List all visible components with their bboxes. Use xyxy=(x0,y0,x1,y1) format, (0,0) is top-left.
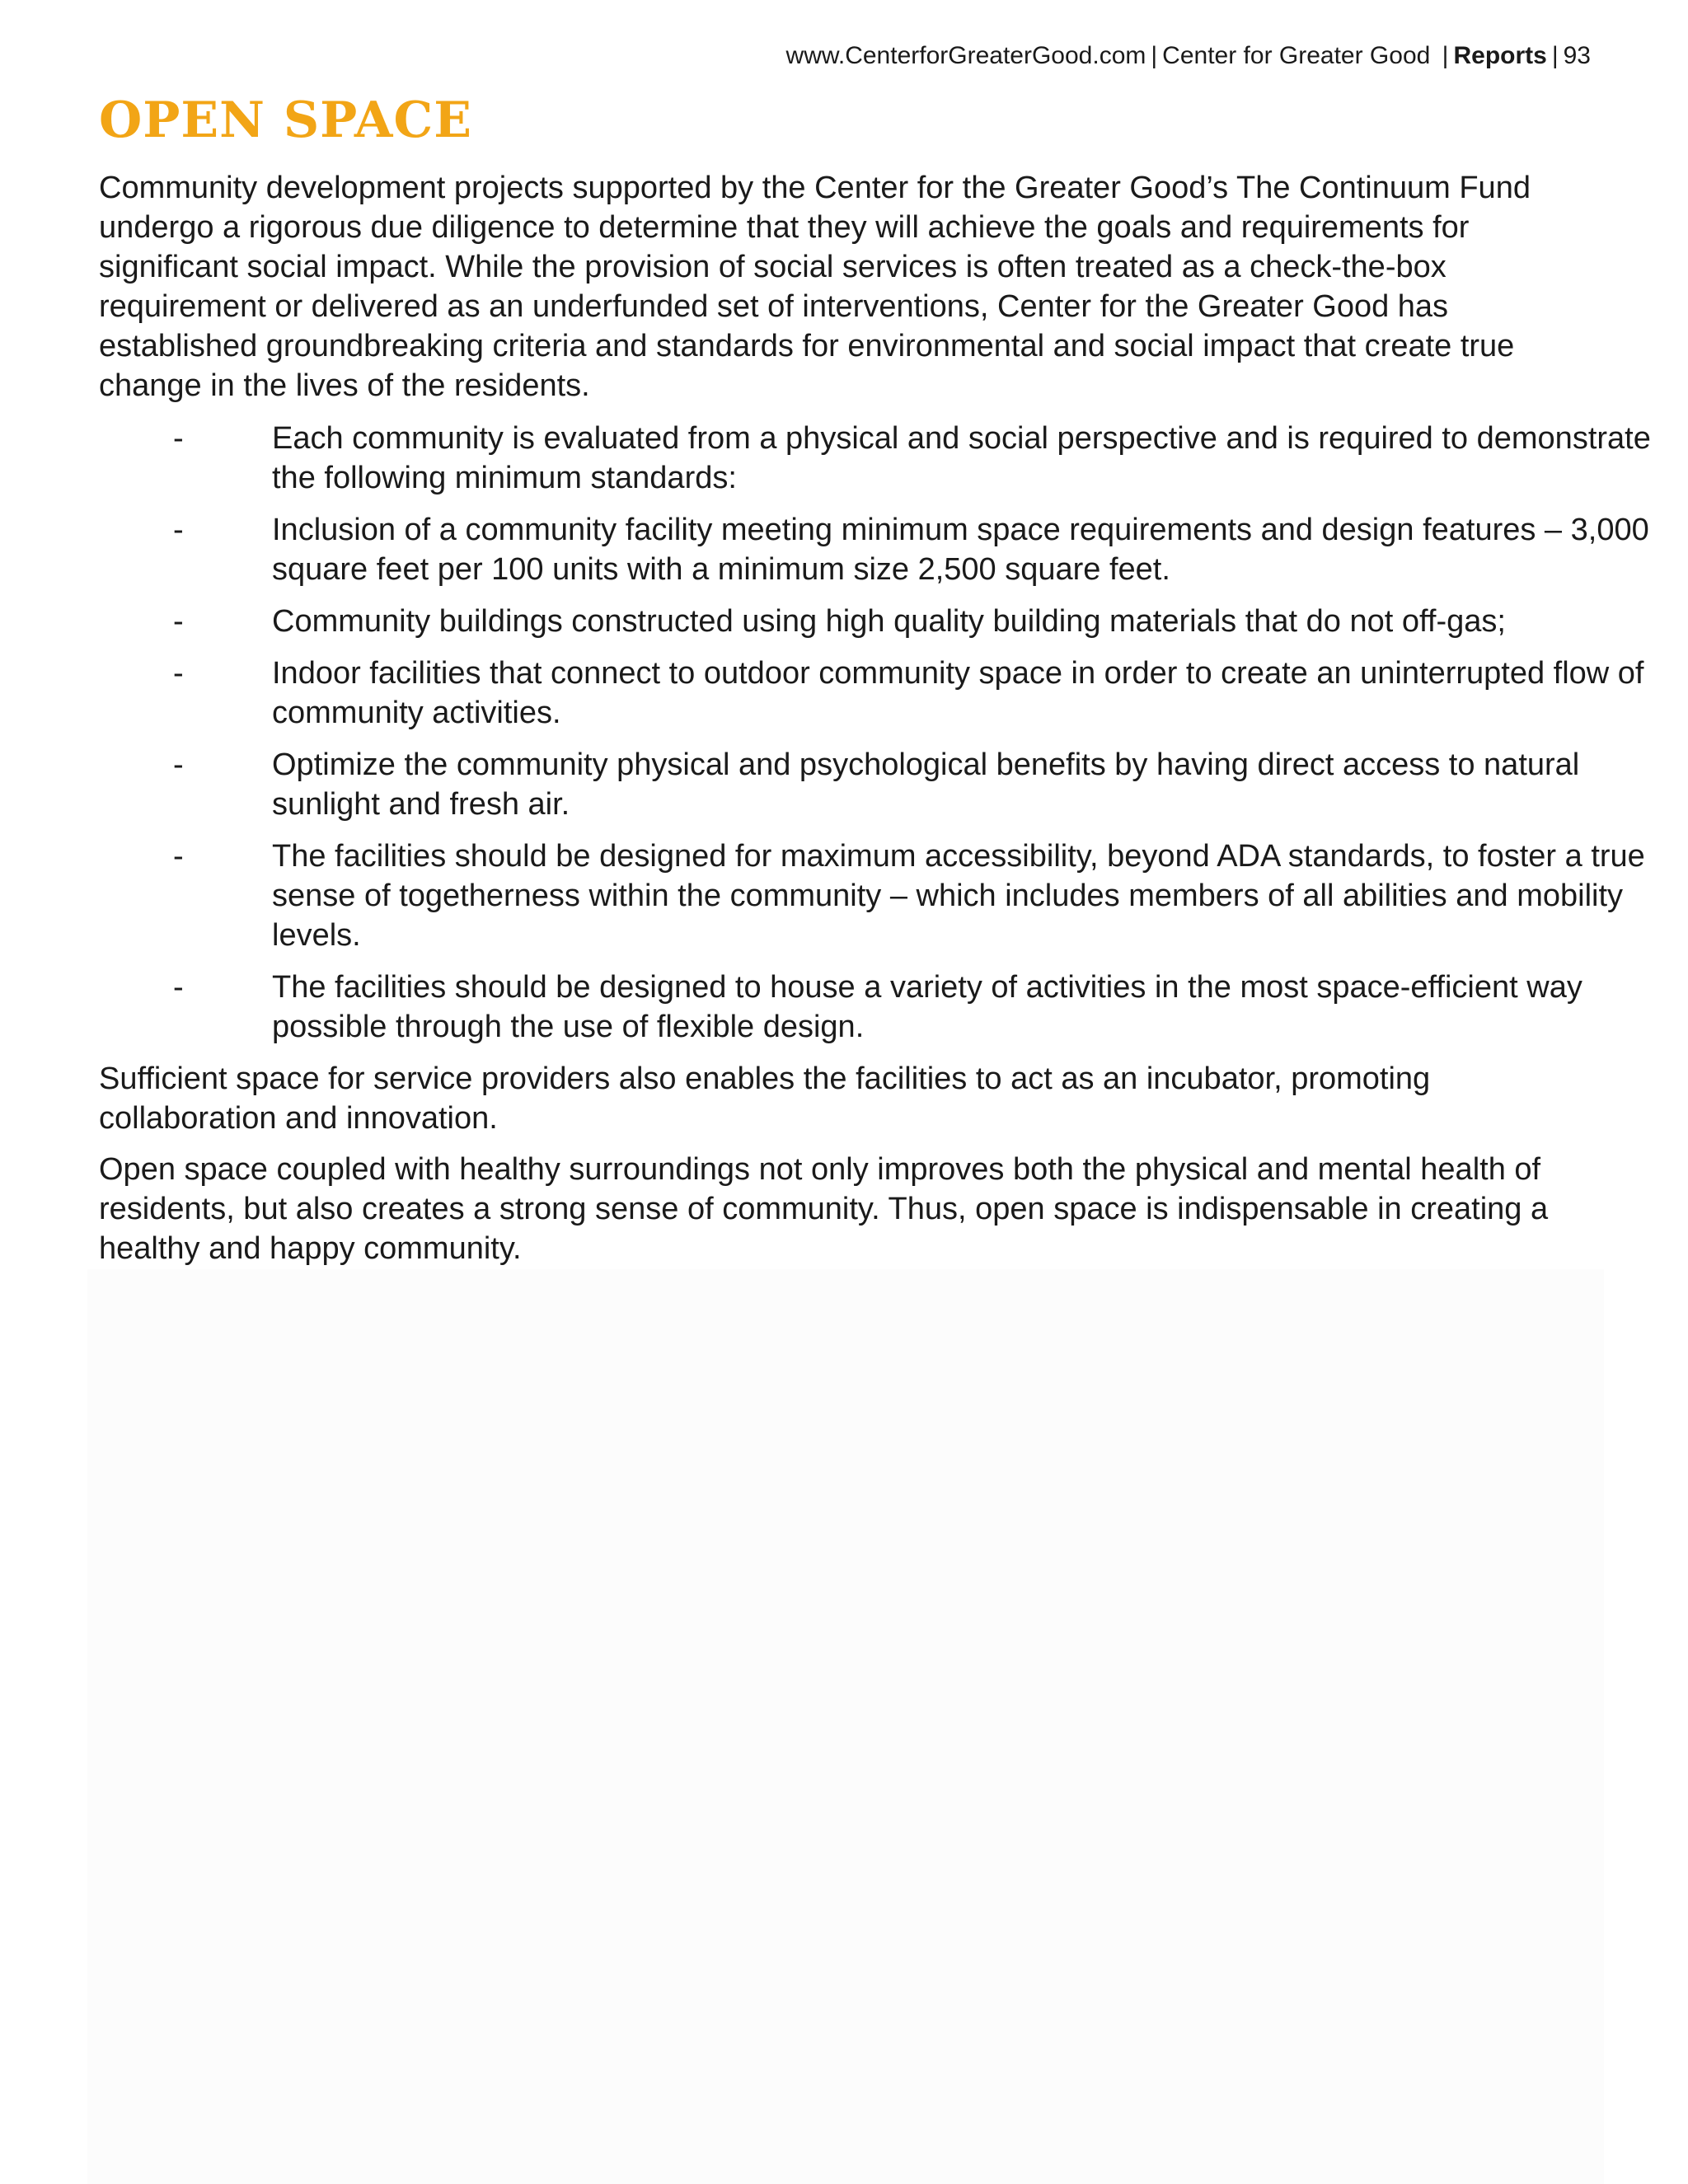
header-separator: | xyxy=(1551,42,1559,69)
closing-paragraph-incubator: Sufficient space for service providers also enables the facilities to act as an incubator, promoting collaboration and innovation. xyxy=(99,1062,1431,1136)
standards-list xyxy=(99,419,1651,1047)
page-background-panel xyxy=(87,1269,1604,2184)
header-separator: | xyxy=(1151,42,1158,69)
list-item xyxy=(99,837,1665,955)
header-site: www.CenterforGreaterGood.com xyxy=(785,42,1146,69)
list-item-text: Each community is evaluated from a physical and social perspective and is required to demonstrate the following minimum standards: xyxy=(272,421,1651,495)
bullet-dash: - xyxy=(173,656,184,691)
closing-paragraph-open-space: Open space coupled with healthy surroundings not only improves both the physical and mental health of residents, but also creates a strong sense of community. Thus, open space is indispensable in creating a healthy and happy community. xyxy=(99,1152,1549,1266)
list-item-text: Indoor facilities that connect to outdoor community space in order to create an uninterrupted flow of community activities. xyxy=(272,656,1644,730)
list-item xyxy=(99,745,1665,824)
header-org: Center for Greater Good xyxy=(1162,42,1431,69)
list-item-text: The facilities should be designed for maximum accessibility, beyond ADA standards, to foster a true sense of togetherness within the community – which includes members of all abilities and mobility levels. xyxy=(272,839,1645,953)
header-section: Reports xyxy=(1453,42,1547,69)
list-item-text: The facilities should be designed to house a variety of activities in the most space-efficient way possible through the use of flexible design. xyxy=(272,970,1582,1044)
bullet-dash: - xyxy=(173,970,184,1005)
list-item xyxy=(99,654,1665,733)
list-item xyxy=(99,510,1665,589)
list-item xyxy=(99,968,1665,1047)
intro-paragraph: Community development projects supported by the Center for the Greater Good’s The Continuum Fund undergo a rigorous due diligence to determine that they will achieve the goals and requirements for significant social impact. While the provision of social services is often treated as a check-the-box requirement or delivered as an underfunded set of interventions, Center for the Greater Good has established groundbreaking criteria and standards for environmental and social impact that create true change in the lives of the residents. xyxy=(99,171,1531,403)
list-item-text: Inclusion of a community facility meeting minimum space requirements and design features – 3,000 square feet per 100 units with a minimum size 2,500 square feet. xyxy=(272,513,1649,587)
list-item-text: Community buildings constructed using high quality building materials that do not off-gas; xyxy=(272,604,1506,639)
header-page-number: 93 xyxy=(1563,42,1591,69)
bullet-dash: - xyxy=(173,513,184,547)
bullet-dash: - xyxy=(173,748,184,782)
header-separator: | xyxy=(1442,42,1449,69)
bullet-dash: - xyxy=(173,604,184,639)
bullet-dash: - xyxy=(173,839,184,874)
running-header xyxy=(786,40,1591,73)
bullet-dash: - xyxy=(173,421,184,456)
list-item xyxy=(99,419,1665,498)
list-item-text: Optimize the community physical and psychological benefits by having direct access to natural sunlight and fresh air. xyxy=(272,748,1580,822)
section-title: OPEN SPACE xyxy=(99,91,472,149)
list-item xyxy=(99,602,1665,641)
page-content xyxy=(99,91,1651,1268)
